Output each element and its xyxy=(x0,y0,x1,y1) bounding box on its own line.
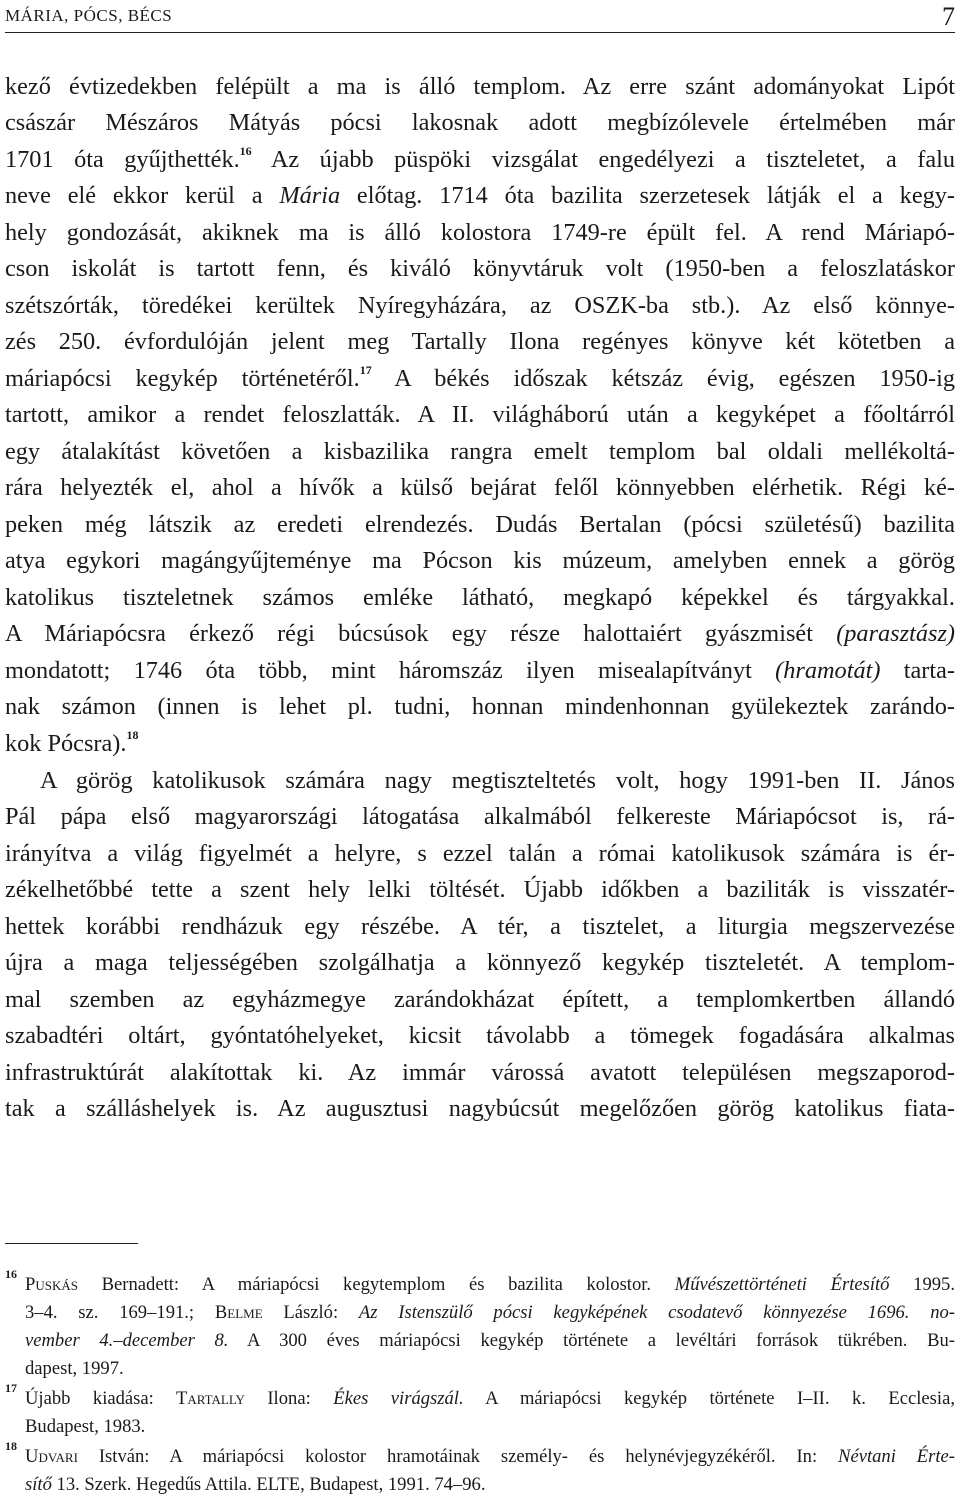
text-line: újra a maga teljességében szolgálhatja a könnyező kegykép tiszteletét. A templom- xyxy=(5,949,955,976)
italic-span: Az Istenszülő pócsi kegyképének csodatevő könnyezése 1696. no- xyxy=(358,1302,955,1323)
text-line: rára helyezték el, ahol a hívők a külső bejárat felől könnyebben elérhetik. Régi ké- xyxy=(5,474,955,501)
text-line: atya egykori magángyűjteménye ma Pócson kis múzeum, amelyben ennek a görög xyxy=(5,547,955,574)
text-span: Ilona: xyxy=(244,1388,334,1409)
smallcaps-span: artally xyxy=(187,1388,245,1409)
text-span: István: A máriapócsi kolostor hramotáinak személy- és helynévjegyzékéről. In: xyxy=(77,1446,839,1467)
footnote-ref-16[interactable]: 16 xyxy=(239,144,252,158)
text-line: zés 250. évfordulóján jelent meg Tartally Ilona regényes könyve két kötetben a xyxy=(5,328,955,355)
text-span: P xyxy=(25,1274,36,1295)
footnote-ref-17[interactable]: 17 xyxy=(359,363,372,377)
text-span: Az újabb püspöki vizsgálat engedélyezi a tiszteletet, a falu xyxy=(251,146,956,173)
page-header xyxy=(5,2,955,32)
footnote-line xyxy=(25,1301,955,1325)
text-span: A máriapócsi kegykép története I–II. k. Ecclesia, xyxy=(463,1388,955,1409)
footnote-line: Budapest, 1983. xyxy=(25,1416,146,1437)
footnote-line xyxy=(25,1387,955,1411)
text-span: U xyxy=(25,1446,39,1467)
text-line: infrastruktúrát alakítottak ki. Az immár várossá avatott településen megszaporod- xyxy=(5,1059,955,1086)
footnote-number-18: 18 xyxy=(5,1439,17,1453)
text-line xyxy=(5,364,955,394)
text-span: kok Pócsra). xyxy=(5,730,127,757)
text-line: mal szemben az egyházmegye zarándokházat épített, a templomkertben állandó xyxy=(5,986,955,1013)
italic-span: vember 4.–december 8. xyxy=(25,1330,229,1351)
text-line: császár Mészáros Mátyás pócsi lakosnak adott megbízólevele értelmében már xyxy=(5,109,955,136)
italic-span: Ékes virágszál. xyxy=(333,1388,464,1409)
text-span: A Máriapócsra érkező régi búcsúsok egy része halottaiért gyászmisét xyxy=(5,620,837,647)
text-line: cson iskolát is tartott fenn, és kiváló könyvtáruk volt (1950-ben a feloszlatáskor xyxy=(5,255,955,282)
footnote-ref-18[interactable]: 18 xyxy=(126,728,139,742)
text-line: Pál pápa első magyarországi látogatása alkalmából felkereste Máriapócsot is, rá- xyxy=(5,803,955,830)
text-span: 3–4. sz. 169–191.; B xyxy=(25,1302,228,1323)
text-span: neve elé ekkor kerül a xyxy=(5,182,280,209)
header-rule xyxy=(5,32,955,33)
page-number: 7 xyxy=(942,2,955,31)
italic-span: Művészettörténeti Értesítő xyxy=(674,1274,890,1295)
text-line: szétszórták, töredékei kerültek Nyíregyházára, az OSZK-ba stb.). Az első könnye- xyxy=(5,292,955,319)
text-span: máriapócsi kegykép történetéről. xyxy=(5,365,360,392)
text-line: nak számon (innen is lehet pl. tudni, honnan mindenhonnan gyülekeztek zarándo- xyxy=(5,693,955,720)
text-span: Újabb kiadása: T xyxy=(25,1388,188,1409)
text-span: előtag. 1714 óta bazilita szerzetesek látják el a kegy- xyxy=(340,182,955,209)
footnote-line: dapest, 1997. xyxy=(25,1358,124,1379)
italic-span: sítő xyxy=(25,1474,52,1495)
italic-span: (parasztász) xyxy=(836,620,955,647)
text-line xyxy=(5,656,955,686)
footnote-line xyxy=(25,1329,955,1353)
text-line: kező évtizedekben felépült a ma is álló templom. Az erre szánt adományokat Lipót xyxy=(5,73,955,100)
smallcaps-span: elme xyxy=(227,1302,263,1323)
text-span: 13. Szerk. Hegedűs Attila. ELTE, Budapest, 1991. 74–96. xyxy=(51,1474,486,1495)
footnote-number-16: 16 xyxy=(5,1267,17,1281)
text-span: László: xyxy=(262,1302,359,1323)
text-span: Bernadett: A máriapócsi kegytemplom és bazilita kolostor. xyxy=(77,1274,675,1295)
italic-span: (hramotát) xyxy=(775,657,881,684)
text-line xyxy=(5,729,138,759)
text-span: A békés időszak kétszáz évig, egészen 1950-ig xyxy=(371,365,955,392)
text-span: 1701 óta gyűjthették. xyxy=(5,146,240,173)
running-head: MÁRIA, PÓCS, BÉCS xyxy=(5,6,173,25)
footnote-rule xyxy=(5,1243,138,1244)
text-line xyxy=(5,619,955,649)
text-line: A görög katolikusok számára nagy megtiszteltetés volt, hogy 1991-ben II. János xyxy=(40,767,955,794)
footnote-line xyxy=(25,1273,955,1297)
text-line: tak a szálláshelyek is. Az augusztusi nagybúcsút megelőzően görög katolikus fiata- xyxy=(5,1095,955,1122)
text-line: hettek korábbi rendházuk egy részébe. A tér, a tisztelet, a liturgia megszervezése xyxy=(5,913,955,940)
text-line: irányítva a világ figyelmét a helyre, s ezzel talán a római katolikusok számára is ér- xyxy=(5,840,955,867)
text-line: katolikus tiszteletnek számos emléke látható, megkapó képekkel és tárgyakkal. xyxy=(5,584,955,611)
footnote-number-17: 17 xyxy=(5,1381,17,1395)
smallcaps-span: dvari xyxy=(38,1446,78,1467)
italic-span: Mária xyxy=(279,182,341,209)
text-span: A 300 éves máriapócsi kegykép története a levéltári források tükrében. Bu- xyxy=(228,1330,955,1351)
italic-span: Névtani Érte- xyxy=(838,1446,956,1467)
text-span: 1995. xyxy=(889,1274,955,1295)
text-line xyxy=(5,181,955,211)
text-line: peken még látszik az eredeti elrendezés. Dudás Bertalan (pócsi születésű) bazilita xyxy=(5,511,955,538)
text-line: tartott, amikor a rendet feloszlatták. A II. világháború után a kegyképet a főoltárról xyxy=(5,401,955,428)
text-line: egy átalakítást követően a kisbazilika rangra emelt templom bal oldali mellékoltá- xyxy=(5,438,955,465)
smallcaps-span: uskás xyxy=(35,1274,78,1295)
text-span: mondatott; 1746 óta több, mint háromszáz ilyen misealapítványt xyxy=(5,657,776,684)
footnote-line xyxy=(25,1473,486,1497)
text-line: hely gondozását, akiknek ma is álló kolostora 1749-re épült fel. A rend Máriapó- xyxy=(5,219,955,246)
footnote-line xyxy=(25,1445,955,1469)
text-line: szabadtéri oltárt, gyóntatóhelyeket, kicsit távolabb a tömegek fogadására alkalmas xyxy=(5,1022,955,1049)
text-line: zékelhetőbbé tette a szent hely lelki töltését. Újabb időkben a baziliták is visszatér- xyxy=(5,876,955,903)
text-line xyxy=(5,145,955,175)
text-span: tarta- xyxy=(880,657,955,684)
